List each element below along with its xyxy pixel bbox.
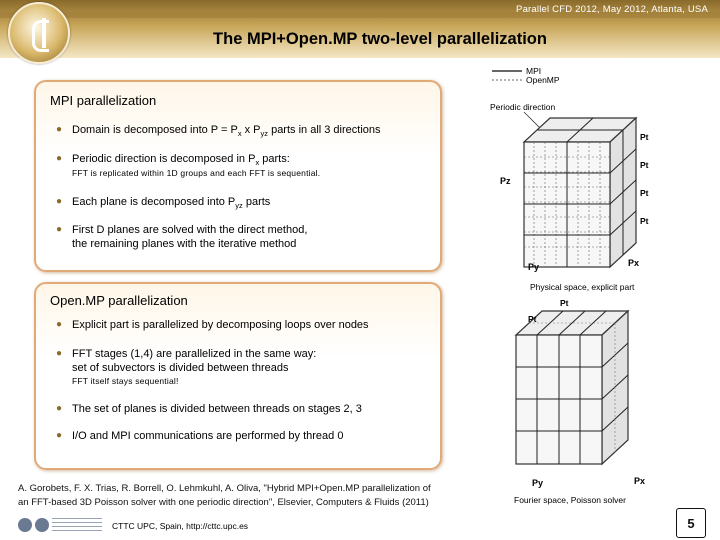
mpi-bullet-2-note: FFT is replicated within 1D groups and each FFT is sequential. xyxy=(72,168,321,178)
bullet-dot-icon: ● xyxy=(56,348,63,359)
cube-physical-space xyxy=(524,118,636,267)
pt-label-3: Pt xyxy=(640,188,649,198)
omp-bullet-2-text: FFT stages (1,4) are parallelized in the same way: set of subvectors is divided between threads xyxy=(72,348,317,374)
omp-bullet-1 xyxy=(56,318,369,332)
openmp-box xyxy=(34,282,442,470)
openmp-box-title: Open.MP parallelization xyxy=(50,293,188,308)
cttc-logo-circle-icon xyxy=(18,518,32,532)
caption-fourier-space: Fourier space, Poisson solver xyxy=(514,495,626,505)
legend-mpi: MPI xyxy=(526,66,542,76)
logo-mark-stem xyxy=(42,18,46,48)
reference-line-1: A. Gorobets, F. X. Trias, R. Borrell, O. Lehmkuhl, A. Oliva, "Hybrid MPI+Open.MP parallelization of xyxy=(18,483,431,494)
omp-bullet-3-text: The set of planes is divided between threads on stages 2, 3 xyxy=(72,403,362,415)
pt-label-1: Pt xyxy=(640,132,649,142)
pt-label-4: Pt xyxy=(640,216,649,226)
caption-physical-space: Physical space, explicit part xyxy=(530,282,635,292)
conference-label: Parallel CFD 2012, May 2012, Atlanta, USA xyxy=(516,4,708,15)
pt-label-left: Pt xyxy=(528,314,537,324)
px-label-2: Px xyxy=(634,476,646,486)
footer-text: CTTC UPC, Spain, http://cttc.upc.es xyxy=(112,521,249,531)
cttc-logo xyxy=(18,514,102,536)
omp-bullet-4-text: I/O and MPI communications are performed by thread 0 xyxy=(72,430,344,442)
page-number: 5 xyxy=(676,508,706,538)
bullet-dot-icon: ● xyxy=(56,430,63,441)
bullet-dot-icon: ● xyxy=(56,153,63,164)
decomposition-figure xyxy=(484,60,720,510)
periodic-direction-label: Periodic direction xyxy=(490,102,556,112)
omp-bullet-2 xyxy=(56,347,316,375)
mpi-bullet-1-text: Domain is decomposed into $P = P_x$ x $P_{yz}$ parts in all 3 directions xyxy=(72,124,381,139)
pt-label-2: Pt xyxy=(640,160,649,170)
bullet-dot-icon: ● xyxy=(56,196,63,207)
omp-bullet-3 xyxy=(56,402,362,416)
pz-label: Pz xyxy=(500,176,511,186)
px-label: Px xyxy=(628,258,640,268)
mpi-bullet-3 xyxy=(56,195,270,213)
omp-bullet-2-note: FFT itself stays sequential! xyxy=(72,376,179,386)
omp-bullet-4 xyxy=(56,429,343,443)
bullet-dot-icon: ● xyxy=(56,403,63,414)
py-label: Py xyxy=(528,262,540,272)
slide-title: The MPI+Open.MP two-level parallelization xyxy=(213,30,547,48)
mpi-bullet-3-text: Each plane is decomposed into $P_{yz}$ parts xyxy=(72,196,271,211)
mpi-bullet-4 xyxy=(56,223,307,251)
decomposition-svg xyxy=(484,60,720,510)
cttc-logo-lines xyxy=(52,518,102,532)
logo-mark xyxy=(32,20,49,52)
pt-label-top: Pt xyxy=(560,298,569,308)
bullet-dot-icon: ● xyxy=(56,224,63,235)
cttc-logo-circle-icon-2 xyxy=(35,518,49,532)
mpi-bullet-4-text: First D planes are solved with the direct method, the remaining planes with the iterative method xyxy=(72,224,308,250)
conference-logo xyxy=(8,2,70,64)
mpi-bullet-1 xyxy=(56,123,381,141)
omp-bullet-1-text: Explicit part is parallelized by decomposing loops over nodes xyxy=(72,319,369,331)
mpi-bullet-2-text: Periodic direction is decomposed in $P_x$ parts: xyxy=(72,153,290,168)
mpi-box xyxy=(34,80,442,272)
bullet-dot-icon: ● xyxy=(56,319,63,330)
cube-fourier-space xyxy=(516,311,628,464)
py-label-2: Py xyxy=(532,478,544,488)
mpi-box-title: MPI parallelization xyxy=(50,93,157,108)
legend-openmp: OpenMP xyxy=(526,75,560,85)
reference-line-2: an FFT-based 3D Poisson solver with one periodic direction", Elsevier, Computers & Fluids (2011) xyxy=(18,497,429,508)
bullet-dot-icon: ● xyxy=(56,124,63,135)
reference-citation xyxy=(18,482,488,510)
